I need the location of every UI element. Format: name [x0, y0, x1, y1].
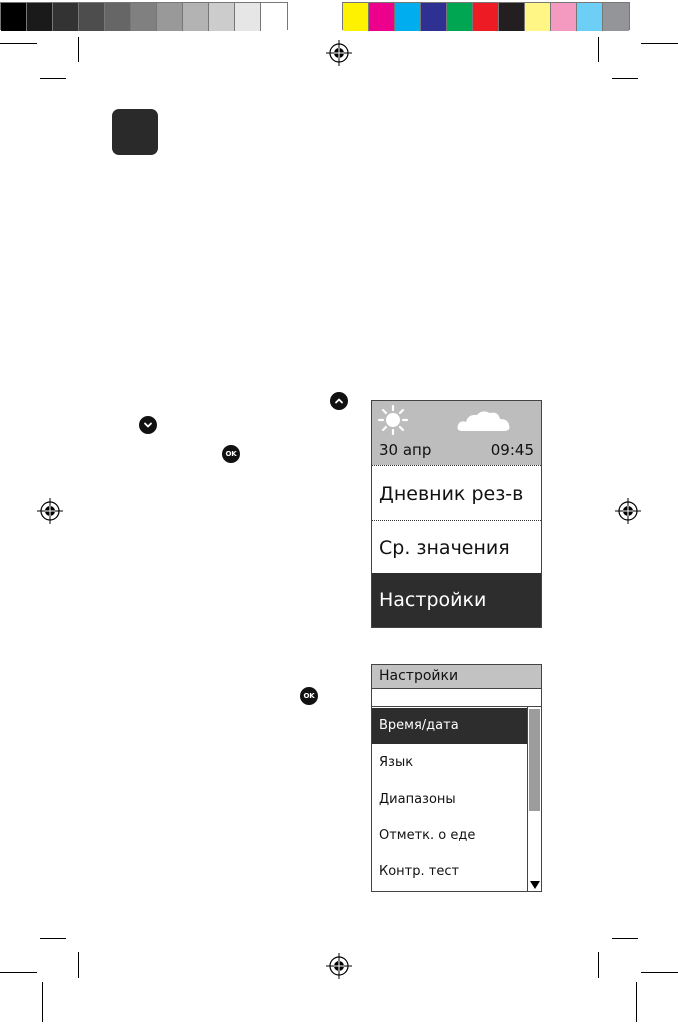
time-display: 09:45 [490, 441, 534, 459]
gray-swatch [27, 3, 53, 31]
down-button-icon [139, 416, 157, 434]
settings-title: Настройки [372, 665, 541, 689]
crop-mark [636, 982, 637, 1022]
registration-mark-icon [326, 953, 352, 979]
color-calibration-bar [342, 2, 630, 30]
sun-icon [376, 404, 410, 436]
scroll-down-arrow-icon[interactable] [529, 879, 541, 890]
scrollbar[interactable] [527, 707, 541, 891]
color-swatch [343, 3, 369, 31]
crop-mark [40, 78, 66, 79]
gray-swatch [261, 3, 287, 31]
gray-swatch [183, 3, 209, 31]
menu-item-averages[interactable]: Ср. значения [379, 537, 510, 559]
crop-mark [0, 972, 37, 973]
divider [372, 465, 541, 466]
gray-swatch [105, 3, 131, 31]
color-swatch [525, 3, 551, 31]
color-swatch [369, 3, 395, 31]
cloud-icon [456, 409, 512, 435]
header-spacer [372, 689, 541, 707]
settings-item-meal-marker[interactable]: Отметк. о еде [379, 828, 476, 843]
gray-swatch [235, 3, 261, 31]
settings-item-language[interactable]: Язык [379, 755, 414, 770]
ok-button-icon: OK [222, 445, 240, 463]
color-swatch [551, 3, 577, 31]
gray-swatch [131, 3, 157, 31]
color-swatch [603, 3, 629, 31]
crop-mark [0, 43, 37, 44]
crop-mark [598, 37, 599, 62]
crop-mark [78, 952, 79, 978]
registration-mark-icon [37, 498, 63, 524]
scrollbar-thumb[interactable] [529, 709, 540, 811]
color-swatch [499, 3, 525, 31]
menu-item-settings[interactable]: Настройки [372, 573, 541, 627]
settings-item-ranges[interactable]: Диапазоны [379, 792, 456, 807]
gray-swatch [157, 3, 183, 31]
crop-mark [641, 43, 678, 44]
gray-swatch [209, 3, 235, 31]
color-swatch [473, 3, 499, 31]
color-swatch [395, 3, 421, 31]
color-swatch [577, 3, 603, 31]
section-marker [112, 109, 158, 155]
crop-mark [641, 972, 678, 973]
menu-item-logbook[interactable]: Дневник рез-в [379, 483, 524, 505]
up-button-icon [330, 392, 348, 410]
gray-swatch [53, 3, 79, 31]
ok-button-icon: OK [300, 687, 318, 705]
settings-item-time-date[interactable]: Время/дата [372, 708, 527, 744]
crop-mark [612, 78, 638, 79]
registration-mark-icon [615, 498, 641, 524]
gray-swatch [1, 3, 27, 31]
weather-status-area [372, 401, 541, 465]
crop-mark [78, 37, 79, 62]
crop-mark [40, 938, 66, 939]
grayscale-calibration-bar [0, 2, 288, 30]
registration-mark-icon [326, 40, 352, 66]
meter-settings-screen [371, 664, 542, 892]
crop-mark [612, 938, 638, 939]
crop-mark [42, 982, 43, 1022]
color-swatch [447, 3, 473, 31]
date-display: 30 апр [379, 441, 432, 459]
settings-item-control-test[interactable]: Контр. тест [379, 864, 460, 879]
crop-mark [598, 952, 599, 978]
meter-main-menu-screen [371, 400, 542, 628]
color-swatch [421, 3, 447, 31]
gray-swatch [79, 3, 105, 31]
